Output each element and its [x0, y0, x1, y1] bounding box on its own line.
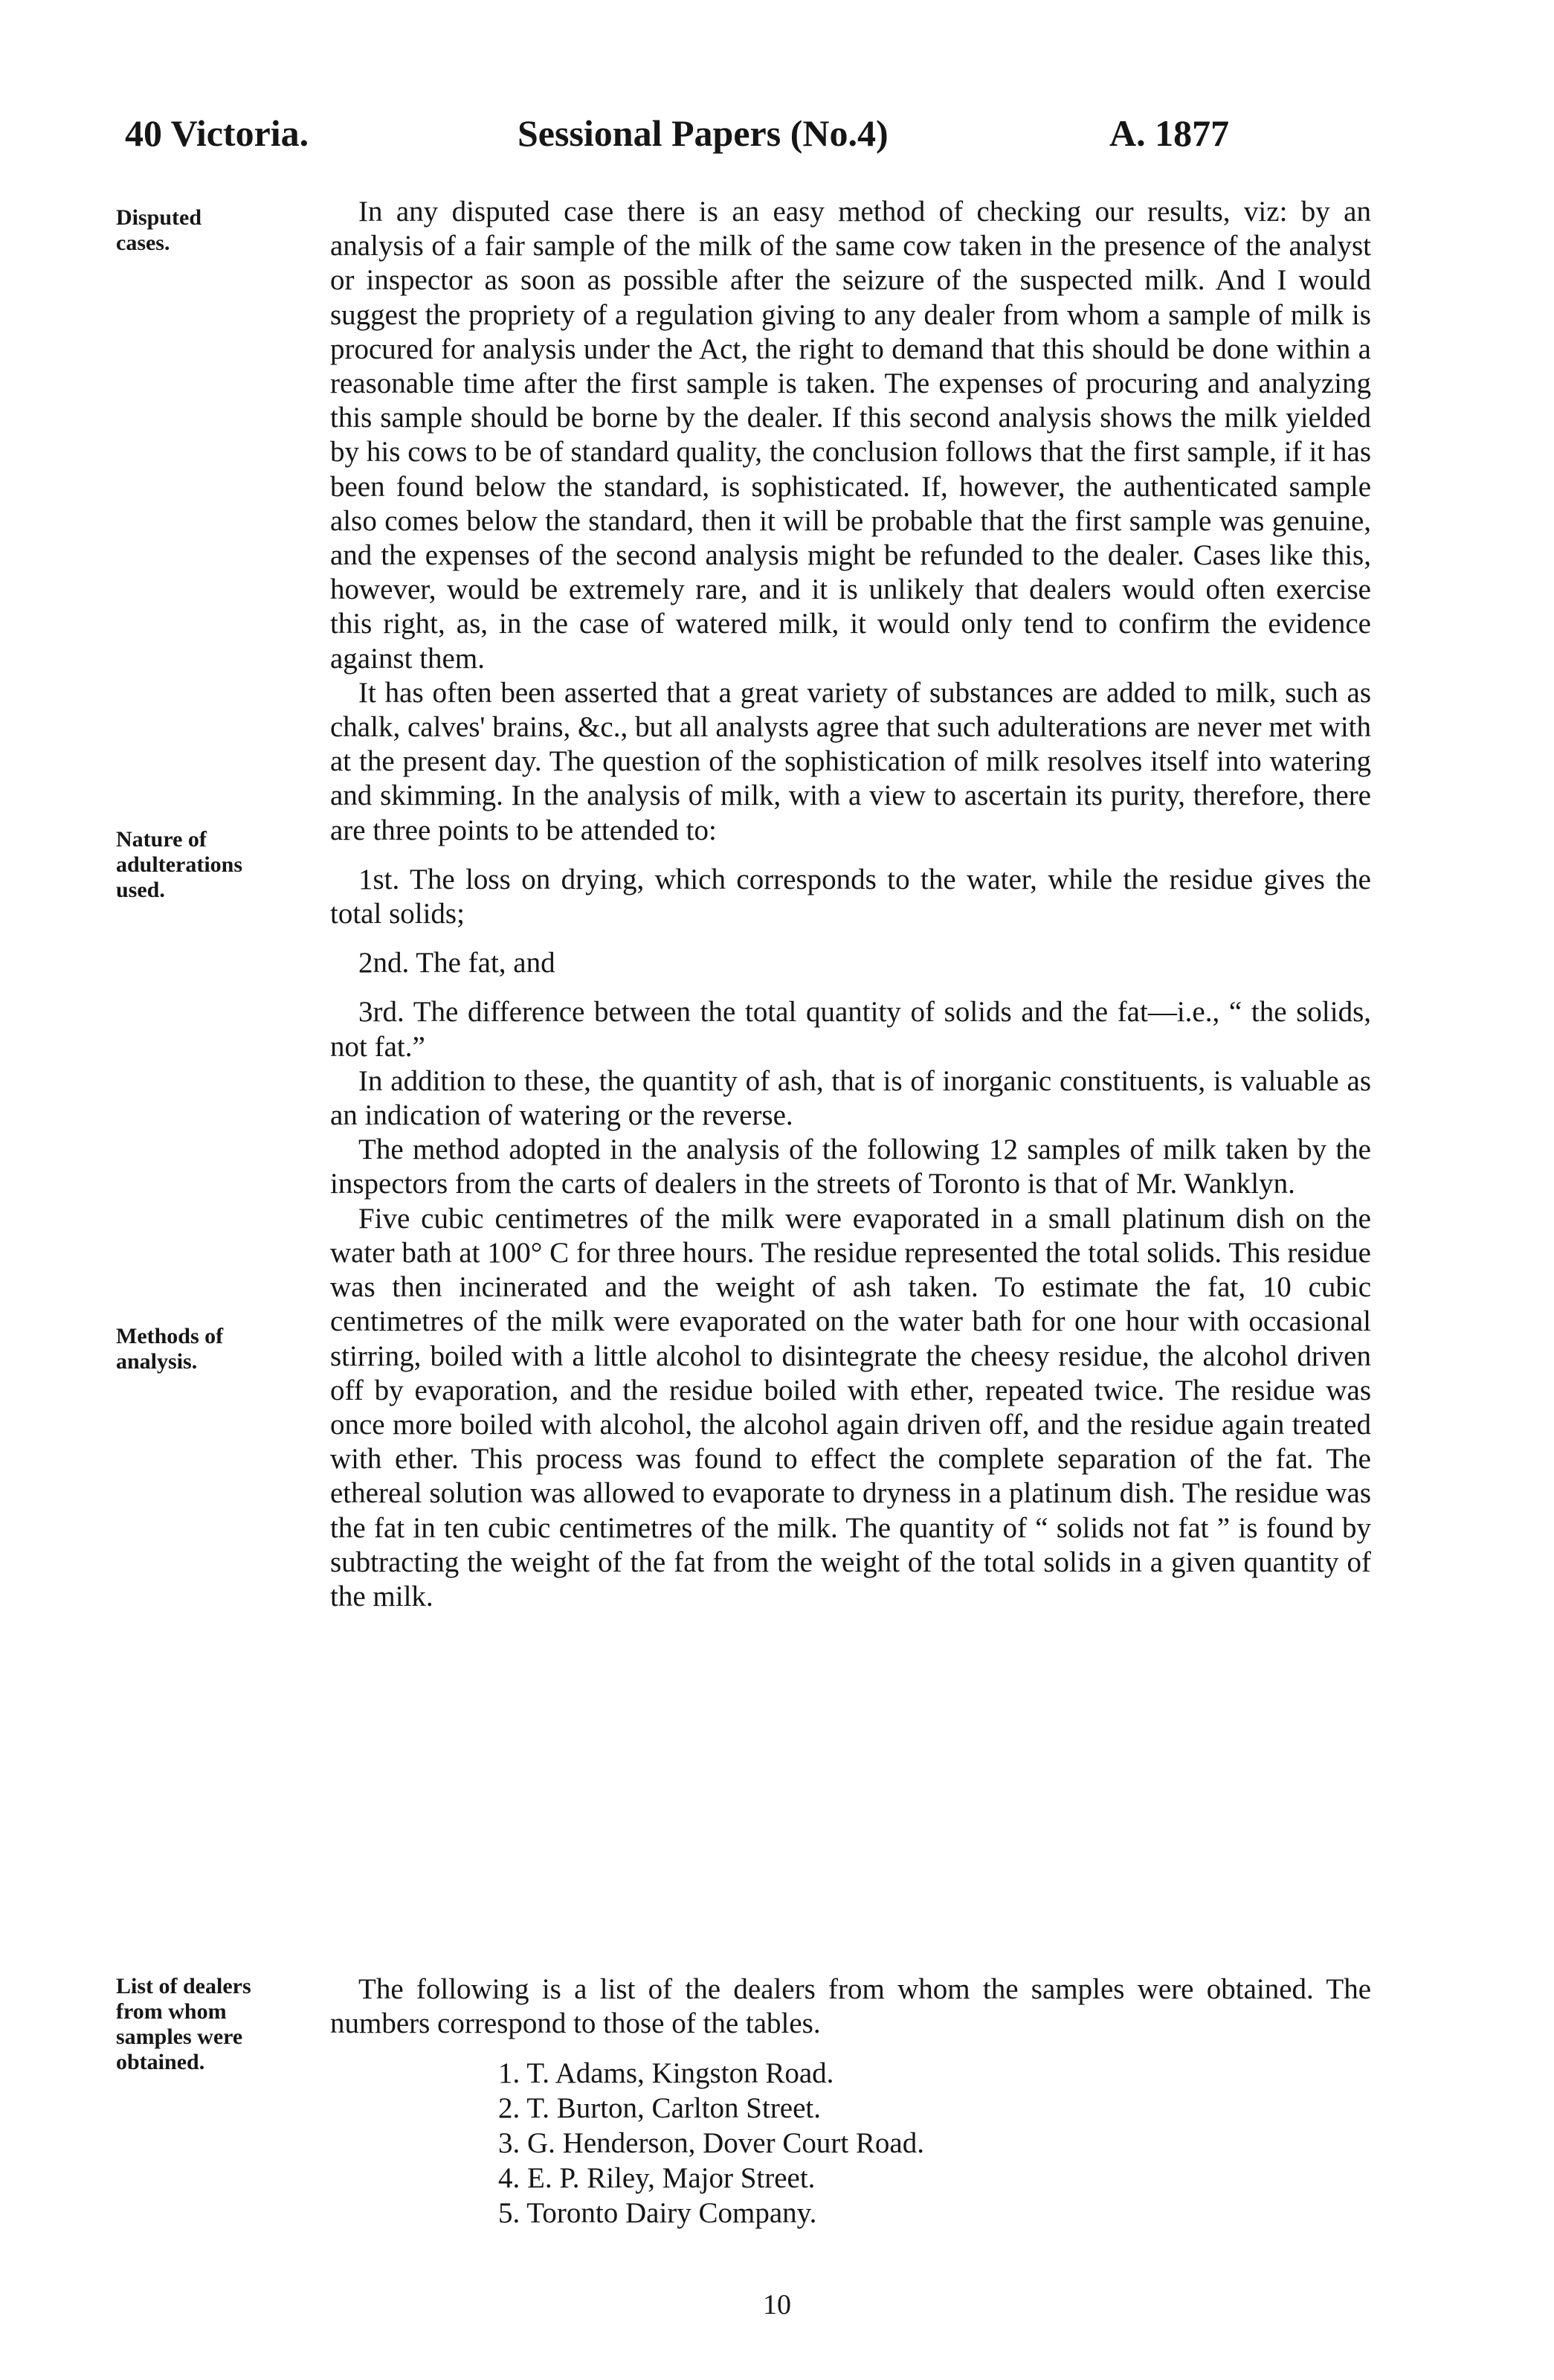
- paragraph-ash: In addition to these, the quantity of ash, that is of inorganic constituents, is valuable as an indication of watering or the reverse.: [330, 1064, 1371, 1132]
- dealers-intro: [330, 1972, 1371, 2041]
- list-item: 3. G. Henderson, Dover Court Road.: [498, 2127, 924, 2159]
- page-number: 10: [763, 2289, 791, 2320]
- paragraph-disputed-cases: In any disputed case there is an easy method of checking our results, viz: by an analysis of a fair sample of the milk of the same cow taken in the presence of the analyst or inspector as soon as possible after the seizure of the suspected milk. And I would suggest the propriety of a regulation giving to any dealer from whom a sample of milk is procured for analysis under the Act, the right to demand that this should be done within a reasonable time after the first sample is taken. The expenses of procuring and analyzing this sample should be borne by the dealer. If this second analysis shows the milk yielded by his cows to be of standard quality, the conclusion follows that the first sample, if it has been found below the standard, is sophisticated. If, however, the authenticated sample also comes below the standard, then it will be probable that the first sample was genuine, and the expenses of the second analysis might be refunded to the dealer. Cases like this, however, would be extremely rare, and it is unlikely that dealers would often exercise this right, as, in the case of watered milk, it would only tend to confirm the evidence against them.: [330, 196, 1371, 675]
- page-header: [0, 112, 1554, 164]
- list-item: 2. T. Burton, Carlton Street.: [498, 2092, 822, 2124]
- paragraph-third-point: 3rd. The difference between the total quantity of solids and the fat—i.e., “ the solids, not fat.”: [330, 996, 1371, 1063]
- paragraph-dealers-intro: The following is a list of the dealers from whom the samples were obtained. The numbers correspond to those of the tables.: [330, 1973, 1371, 2040]
- paragraph-first-point: 1st. The loss on drying, which corresponds to the water, while the residue gives the total solids;: [330, 863, 1371, 930]
- list-item: 4. E. P. Riley, Major Street.: [498, 2162, 816, 2194]
- dealer-list: [498, 2056, 924, 2231]
- paragraph-procedure: Five cubic centimetres of the milk were evaporated in a small platinum dish on the water bath at 100° C for three hours. The residue represented the total solids. This residue was then incinerated and the weight of ash taken. To estimate the fat, 10 cubic centimetres of the milk were evaporated on the water bath for one hour with occasional stirring, boiled with a little alcohol to disintegrate the cheesy residue, the alcohol driven off by evaporation, and the residue boiled with ether, repeated twice. The residue was once more boiled with alcohol, the alcohol again driven off, and the residue again treated with ether. This process was found to effect the complete separation of the fat. The ethereal solution was allowed to evaporate to dryness in a platinum dish. The residue was the fat in ten cubic centimetres of the milk. The quantity of “ solids not fat ” is found by subtracting the weight of the fat from the weight of the total solids in a given quantity of the milk.: [330, 1202, 1371, 1612]
- paragraph-second-point: 2nd. The fat, and: [358, 947, 555, 980]
- list-item: 5. Toronto Dairy Company.: [498, 2197, 817, 2229]
- margin-note-list-of-dealers: List of dealers from whom samples were obtained.: [116, 1974, 251, 2074]
- margin-note-methods-of-analysis: Methods of analysis.: [116, 1324, 224, 1374]
- margin-note-disputed-cases: Disputed cases.: [116, 205, 202, 255]
- paragraph-adulterations: It has often been asserted that a great variety of substances are added to milk, such as chalk, calves' brains, &c., but all analysts agree that such adulterations are never met with at the present day. The question of the sophistication of milk resolves itself into watering and skimming. In the analysis of milk, with a view to ascertain its purity, therefore, there are three points to be attended to:: [330, 676, 1371, 846]
- list-item: 1. T. Adams, Kingston Road.: [498, 2057, 834, 2089]
- header-session: 40 Victoria.: [125, 112, 309, 154]
- header-title: Sessional Papers (No.4): [518, 112, 889, 154]
- margin-note-nature-of-adulterations: Nature of adulterations used.: [116, 827, 243, 902]
- header-year: A. 1877: [1109, 112, 1230, 154]
- paragraph-method: The method adopted in the analysis of the following 12 samples of milk taken by the inspectors from the carts of dealers in the streets of Toronto is that of Mr. Wanklyn.: [330, 1133, 1371, 1200]
- main-text-block: [330, 195, 1371, 1614]
